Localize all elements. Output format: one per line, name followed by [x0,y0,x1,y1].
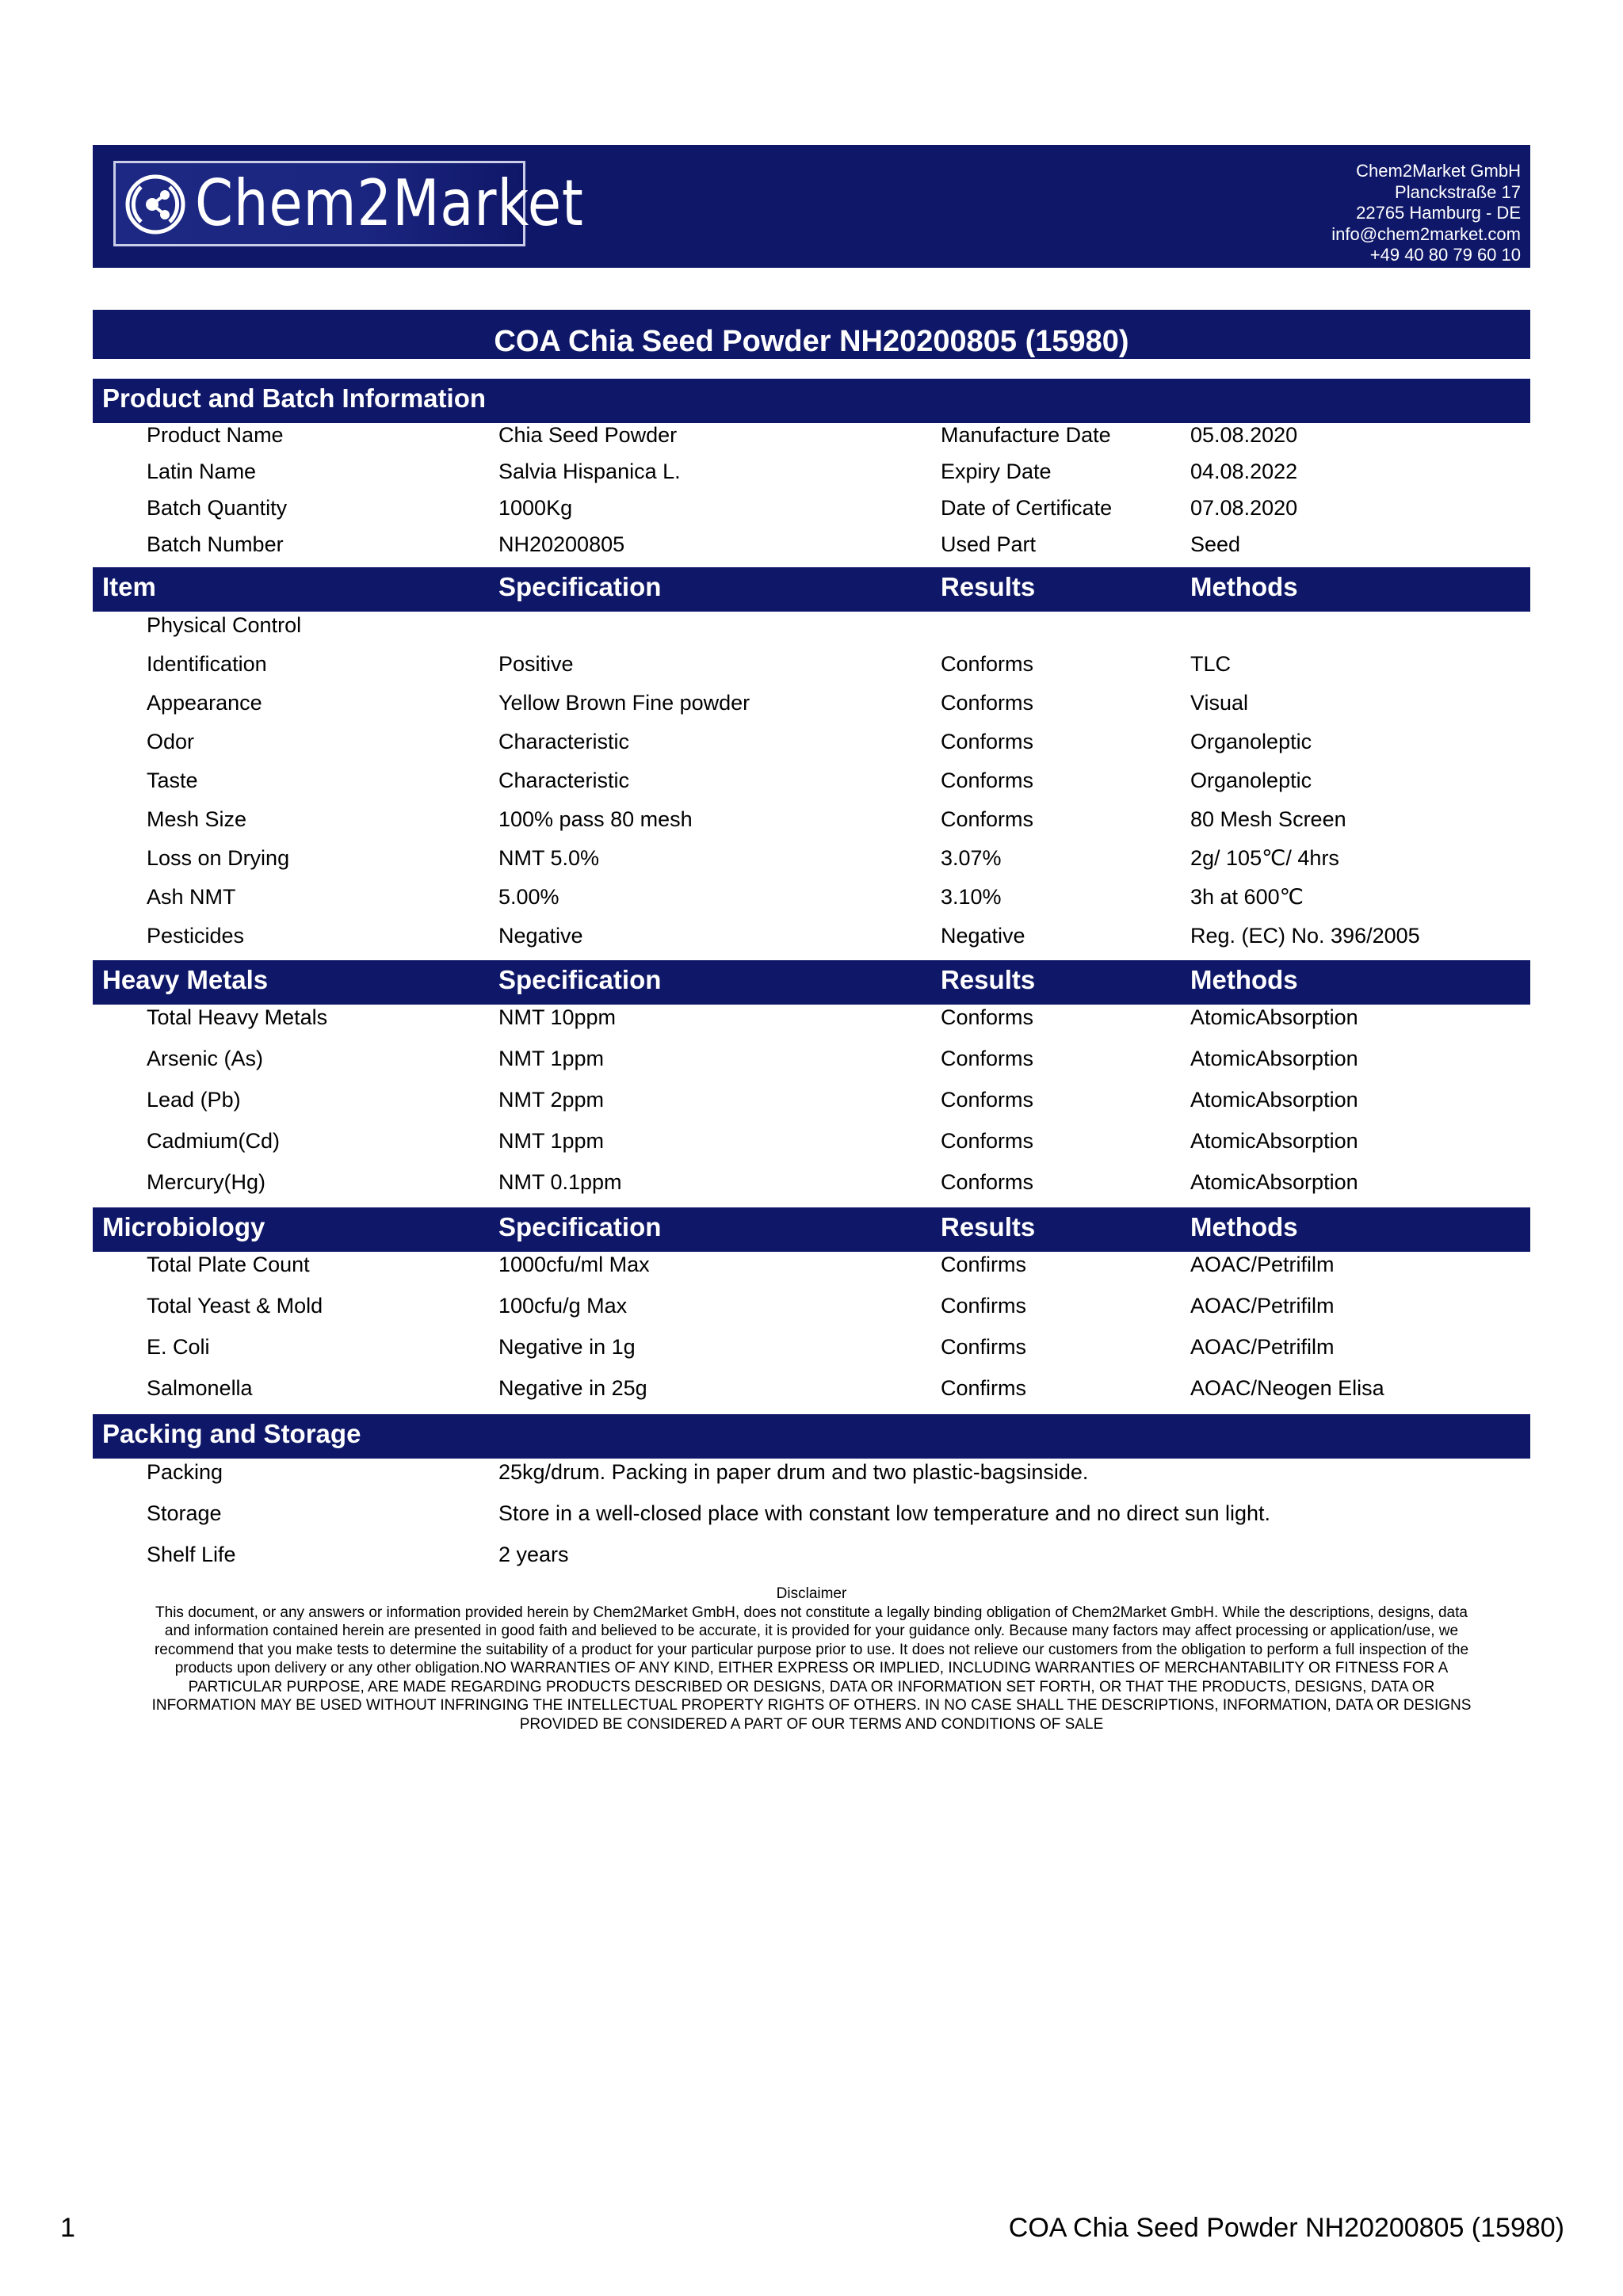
field-label: Shelf Life [147,1543,236,1566]
column-header: Specification [498,572,662,601]
table-row [93,1129,1530,1161]
cell-item: Salmonella [147,1376,253,1400]
cell-method: 80 Mesh Screen [1190,807,1346,831]
packing-section-header [93,1414,1530,1459]
field-value: 05.08.2020 [1190,423,1298,447]
cell-item: Mesh Size [147,807,247,831]
table-row [93,885,1530,917]
cell-specification: 1000cfu/ml Max [498,1253,650,1276]
column-header: Methods [1190,572,1298,601]
cell-method: Visual [1190,691,1249,715]
cell-specification: Positive [498,652,574,676]
table-row [93,691,1530,723]
table-row [93,807,1530,839]
cell-result: Conforms [941,691,1034,715]
address-line: Chem2Market GmbH [1356,161,1521,181]
cell-result: Conforms [941,1088,1034,1112]
table-row [93,1047,1530,1078]
column-header: Results [941,965,1036,994]
cell-method: TLC [1190,652,1232,676]
table-row [93,1335,1530,1367]
disclaimer-line: PARTICULAR PURPOSE, ARE MADE REGARDING PRODUCTS DESCRIBED OR DESIGNS, DATA OR INFORMATION SET FORTH, OR THAT THE PRODUCTS, DESIGNS, DATA OR [188,1678,1435,1695]
field-label: Expiry Date [941,460,1052,483]
disclaimer-line: recommend that you make tests to determine the suitability of a product for your particular purpose prior to use. It does not relieve our customers from the obligation to perform a full inspection of the [154,1641,1469,1658]
molecule-logo-icon [124,173,187,236]
item-section-header [93,567,1530,612]
table-row [93,1253,1530,1284]
cell-result: Confirms [941,1253,1027,1276]
disclaimer-line: INFORMATION MAY BE USED WITHOUT INFRINGING THE INTELLECTUAL PROPERTY RIGHTS OF OTHERS. IN NO CASE SHALL THE DESCRIPTIONS, INFORMATION, DATA OR DESIGNS [151,1697,1472,1714]
cell-result: Negative [941,924,1025,948]
section-title: Product and Batch Information [102,383,487,413]
cell-result: 3.07% [941,846,1002,870]
field-label: Used Part [941,532,1037,556]
cell-method: Organoleptic [1190,730,1312,753]
table-row [93,532,1530,564]
table-row [93,496,1530,528]
cell-item: Physical Control [147,613,302,637]
column-header: Specification [498,1212,662,1241]
cell-specification: NMT 10ppm [498,1005,617,1029]
cell-result: Conforms [941,1047,1034,1070]
column-header: Methods [1190,1212,1298,1241]
field-value: Store in a well-closed place with constant low temperature and no direct sun light. [498,1501,1271,1525]
cell-method: Reg. (EC) No. 396/2005 [1190,924,1420,948]
cell-method: 2g/ 105℃/ 4hrs [1190,846,1339,870]
cell-result: Conforms [941,807,1034,831]
field-value: NH20200805 [498,532,625,556]
column-header: Methods [1190,965,1298,994]
field-value: 04.08.2022 [1190,460,1298,483]
table-row [93,613,1530,645]
cell-specification: Negative in 25g [498,1376,647,1400]
cell-specification: 100cfu/g Max [498,1294,628,1318]
address-line: +49 40 80 79 60 10 [1369,245,1521,265]
logo-text: Chem2Market [195,166,584,240]
cell-method: AtomicAbsorption [1190,1170,1358,1194]
field-label: Storage [147,1501,222,1525]
cell-item: Total Heavy Metals [147,1005,328,1029]
disclaimer-line: This document, or any answers or information provided herein by Chem2Market GmbH, does not constitute a legally binding obligation of Chem2Market GmbH. While the descriptions, designs, data [155,1604,1468,1621]
cell-method: AtomicAbsorption [1190,1129,1358,1153]
cell-result: Conforms [941,769,1034,792]
column-header: Heavy Metals [102,965,269,994]
cell-method: Organoleptic [1190,769,1312,792]
cell-item: Lead (Pb) [147,1088,241,1112]
field-label: Batch Number [147,532,284,556]
field-value: 07.08.2020 [1190,496,1298,520]
cell-method: 3h at 600℃ [1190,885,1304,909]
column-header: Specification [498,965,662,994]
field-value: Chia Seed Powder [498,423,678,447]
cell-item: Total Yeast & Mold [147,1294,323,1318]
table-row [93,1460,1530,1492]
company-address [1331,161,1521,266]
cell-item: Odor [147,730,195,753]
table-row [93,1294,1530,1325]
cell-result: Confirms [941,1376,1027,1400]
cell-item: Total Plate Count [147,1253,310,1276]
column-header: Item [102,572,156,601]
cell-result: Conforms [941,1005,1034,1029]
section-title: Packing and Storage [102,1419,361,1448]
table-row [93,924,1530,955]
cell-method: AtomicAbsorption [1190,1005,1358,1029]
cell-item: Loss on Drying [147,846,290,870]
cell-result: Conforms [941,652,1034,676]
disclaimer-line: and information contained herein are presented in good faith and believed to be accurate, it is provided for your guidance only. Because many factors may affect processing or application/use, we [164,1623,1459,1639]
cell-specification: Yellow Brown Fine powder [498,691,750,715]
cell-result: Conforms [941,730,1034,753]
column-header: Microbiology [102,1212,265,1241]
cell-method: AtomicAbsorption [1190,1088,1358,1112]
cell-method: AOAC/Petrifilm [1190,1294,1335,1318]
table-row [93,1170,1530,1202]
footer-title: COA Chia Seed Powder NH20200805 (15980) [1008,2213,1564,2243]
cell-item: Appearance [147,691,262,715]
table-row [93,1501,1530,1533]
cell-result: Confirms [941,1294,1027,1318]
header-banner [93,145,1530,268]
field-value: Salvia Hispanica L. [498,460,681,483]
field-label: Latin Name [147,460,257,483]
cell-method: AtomicAbsorption [1190,1047,1358,1070]
document-title: COA Chia Seed Powder NH20200805 (15980) [93,310,1530,359]
disclaimer [93,1585,1530,1733]
table-row [93,769,1530,800]
field-value: 25kg/drum. Packing in paper drum and two plastic-bagsinside. [498,1460,1089,1484]
cell-specification: NMT 1ppm [498,1129,605,1153]
cell-specification: Characteristic [498,730,630,753]
cell-item: Cadmium(Cd) [147,1129,281,1153]
product-section-header [93,379,1530,423]
field-value: Seed [1190,532,1241,556]
cell-result: 3.10% [941,885,1002,909]
field-label: Product Name [147,423,284,447]
cell-specification: 100% pass 80 mesh [498,807,693,831]
disclaimer-line: PROVIDED BE CONSIDERED A PART OF OUR TERMS AND CONDITIONS OF SALE [519,1715,1104,1733]
cell-item: Arsenic (As) [147,1047,264,1070]
table-row [93,1376,1530,1408]
table-row [93,846,1530,878]
cell-specification: NMT 0.1ppm [498,1170,622,1194]
microbiology-section-header [93,1207,1530,1252]
address-line: 22765 Hamburg - DE [1356,203,1521,223]
cell-specification: Negative in 1g [498,1335,636,1359]
cell-specification: NMT 1ppm [498,1047,605,1070]
column-header: Results [941,1212,1036,1241]
address-line: Planckstraße 17 [1395,181,1521,202]
cell-specification: NMT 5.0% [498,846,600,870]
cell-item: Mercury(Hg) [147,1170,266,1194]
field-value: 1000Kg [498,496,573,520]
cell-item: Ash NMT [147,885,236,909]
cell-item: Pesticides [147,924,245,948]
cell-method: AOAC/Petrifilm [1190,1335,1335,1359]
cell-item: Identification [147,652,267,676]
table-row [93,1543,1530,1574]
cell-specification: 5.00% [498,885,559,909]
address-line: info@chem2market.com [1331,223,1521,244]
field-label: Batch Quantity [147,496,288,520]
disclaimer-title: Disclaimer [776,1585,847,1602]
cell-method: AOAC/Neogen Elisa [1190,1376,1384,1400]
field-value: 2 years [498,1543,569,1566]
cell-specification: Characteristic [498,769,630,792]
table-row [93,1088,1530,1119]
cell-result: Conforms [941,1170,1034,1194]
cell-result: Confirms [941,1335,1027,1359]
disclaimer-line: products upon delivery or any other obligation.NO WARRANTIES OF ANY KIND, EITHER EXPRESS OR IMPLIED, INCLUDING WARRANTIES OF MERCHANTABILITY OR FITNESS FOR A [174,1660,1449,1676]
field-label: Manufacture Date [941,423,1111,447]
column-header: Results [941,572,1036,601]
cell-method: AOAC/Petrifilm [1190,1253,1335,1276]
cell-specification: Negative [498,924,583,948]
heavy-metals-section-header [93,960,1530,1005]
table-row [93,652,1530,684]
table-row [93,730,1530,761]
cell-item: Taste [147,769,198,792]
field-label: Packing [147,1460,223,1484]
table-row [93,423,1530,455]
page-number: 1 [60,2213,75,2243]
cell-result: Conforms [941,1129,1034,1153]
cell-item: E. Coli [147,1335,210,1359]
field-label: Date of Certificate [941,496,1113,520]
table-row [93,1005,1530,1037]
table-row [93,460,1530,491]
cell-specification: NMT 2ppm [498,1088,605,1112]
company-logo [113,161,584,246]
